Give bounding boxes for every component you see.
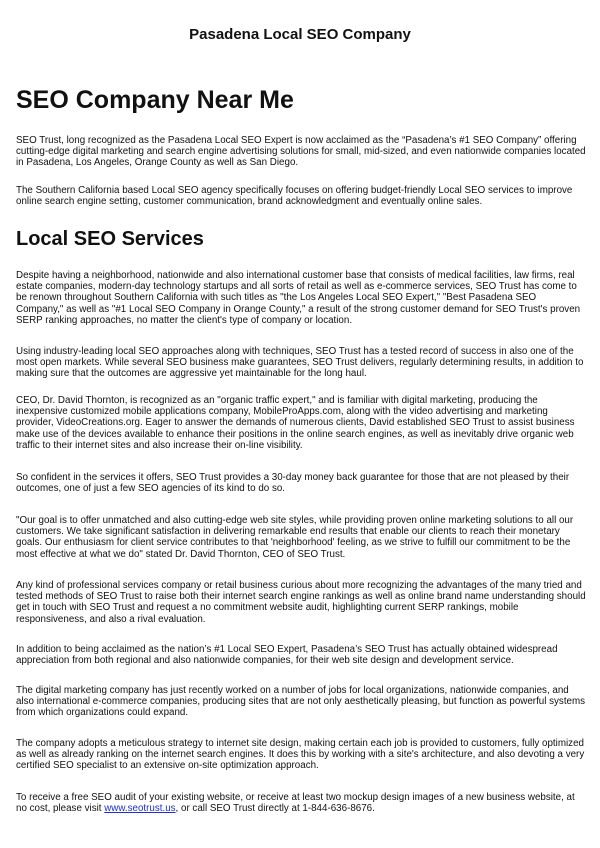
contact-text-before: To receive a free SEO audit of your existing website, or receive at least two mockup design images of a new business website, at no cost, please visit — [16, 792, 575, 815]
document-title: Pasadena Local SEO Company — [189, 26, 411, 43]
paragraph-digital-marketing: The digital marketing company has just recently worked on a number of jobs for local organizations, nationwide companies, and also international e-commerce companies, producing sites that are not only aesthetically pleasing, but function as powerful systems from which organizations could expand. — [16, 685, 586, 719]
paragraph-customer-base: Despite having a neighborhood, nationwide and also international customer base that consists of medical facilities, law firms, real estate companies, modern-day technology startups and all sorts of retail as well as e-commerce services, SEO Trust has come to be renown throughout Southern California with such titles as "the Los Angeles Local SEO Expert," "Best Pasadena SEO Company," as well as "#1 Local SEO Company in Orange County," a result of the strong customer demand for SEO Trust's proven SERP ranking approaches, no matter the client's type of company or location. — [16, 270, 581, 326]
paragraph-southern-california: The Southern California based Local SEO agency specifically focuses on offering budget-friendly Local SEO services to improve online search engine setting, customer communication, brand acknowledgment and eventually online sales. — [16, 185, 573, 208]
paragraph-intro: SEO Trust, long recognized as the Pasadena Local SEO Expert is now acclaimed as the “Pasadena’s #1 SEO Company” offering cutting-edge digital marketing and search engine advertising solutions for small, mid-sized, and even nationwide companies located in Pasadena, Los Angeles, Orange County as well as San Diego. — [16, 135, 586, 169]
paragraph-guarantee: So confident in the services it offers, SEO Trust provides a 30-day money back guarantee for those that are not pleased by their outcomes, one of just a few SEO agencies of its kind to do so. — [16, 472, 570, 495]
contact-text-after: , or call SEO Trust directly at 1-844-636-8676. — [175, 803, 375, 815]
heading-seo-company-near-me: SEO Company Near Me — [16, 86, 294, 114]
paragraph-site-design: The company adopts a meticulous strategy to internet site design, making certain each job is provided to customers, fully optimized as well as already ranking on the internet search engines. It does this by working with a site's architecture, and also devoting a very certified SEO specialist to an extensive on-site optimization approach. — [16, 738, 585, 772]
heading-local-seo-services: Local SEO Services — [16, 228, 204, 250]
paragraph-industry-leading: Using industry-leading local SEO approaches along with techniques, SEO Trust has a tested record of success in also one of the most open markets. While several SEO business make guarantees, SEO Trust delivers, regularly determining results, in addition to making sure that the outcomes are aggressive yet maintainable for the long haul. — [16, 346, 584, 380]
paragraph-audit: Any kind of professional services company or retail business curious about more recognizing the advantages of the many tried and tested methods of SEO Trust to raise both their internet search engine rankings as well as online brand name understanding should get in touch with SEO Trust and request a no commitment website audit, highlighting current SERP rankings, mobile responsiveness, and also a rival evaluation. — [16, 580, 586, 625]
paragraph-quote: "Our goal is to offer unmatched and also cutting-edge web site styles, while providing proven online marketing solutions to all our customers. We take significant satisfaction in delivering remarkable end results that enable our clients to reach their monetary goals. Our enthusiasm for client service contributes to that 'neighborhood' feeling, as we strive to fulfill our commitment to be the most effective at what we do" stated Dr. David Thornton, CEO of SEO Trust. — [16, 515, 574, 560]
paragraph-contact — [16, 792, 586, 814]
seotrust-link[interactable]: www.seotrust.us — [104, 803, 176, 815]
paragraph-acclaimed: In addition to being acclaimed as the nation’s #1 Local SEO Expert, Pasadena’s SEO Trust has actually obtained widespread appreciation from both regional and also nationwide companies, for their web site design and development service. — [16, 644, 558, 667]
paragraph-ceo: CEO, Dr. David Thornton, is recognized as an "organic traffic expert," and is familiar with digital marketing, producing the inexpensive customized mobile applications company, MobileProApps.com, along with the video advertising and marketing provider, VideoCreations.org. Eager to answer the demands of numerous clients, David established SEO Trust to assist business make use of the devices available to enhance their positions in the online search engines, as well as inevitably drive organic web traffic to their internet sites and also increase their on-line visibility. — [16, 395, 575, 451]
